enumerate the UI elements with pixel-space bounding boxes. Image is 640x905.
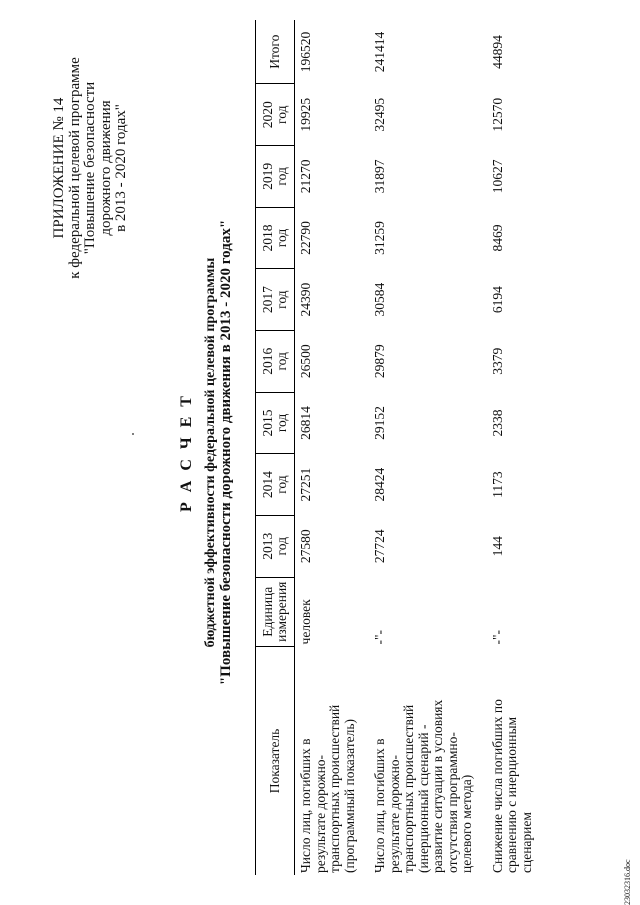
title-line-1: бюджетной эффективности федеральной целевой программы	[203, 257, 218, 648]
header-year-2015	[256, 392, 295, 454]
header-year-2019	[256, 146, 295, 208]
appendix-block	[52, 18, 130, 318]
indicator-line: транспортных происшествий	[401, 704, 416, 873]
header-year: 2013	[260, 532, 275, 560]
header-year-word: год	[274, 290, 289, 309]
cell-total: 44894	[489, 35, 505, 69]
page-title: Р А С Ч Е Т	[178, 393, 195, 512]
cell-2018: 31259	[372, 221, 387, 255]
indicator-line: (инерционный сценарий -	[415, 724, 431, 873]
header-year: 2015	[260, 409, 275, 437]
table-header-row	[256, 20, 295, 875]
header-year-2014	[256, 454, 295, 516]
indicator-line: отсутствия программно-	[444, 732, 460, 873]
row-unit: -"-	[372, 629, 387, 645]
cell-2013: 144	[489, 536, 505, 557]
cell-2013: 27724	[372, 529, 387, 564]
header-year: 2018	[260, 224, 275, 252]
calculation-table	[255, 20, 546, 875]
cell-2019: 10627	[489, 159, 505, 194]
indicator-line: Число лиц, погибших в	[298, 738, 313, 873]
appendix-line: "Повышение безопасности	[82, 81, 98, 255]
cell-total: 241414	[372, 31, 387, 73]
header-unit	[256, 577, 295, 646]
header-year-word: год	[274, 228, 289, 248]
header-year: 2019	[260, 162, 275, 190]
table-row	[487, 20, 547, 875]
cell-2020: 12570	[489, 97, 505, 132]
cell-2020: 32495	[372, 97, 387, 132]
header-year-word: год	[274, 475, 289, 494]
row-unit: человек	[298, 599, 313, 645]
table-row	[369, 20, 487, 875]
cell-2015: 2338	[489, 409, 505, 437]
scan-speck	[132, 433, 134, 435]
cell-2017: 24390	[298, 282, 313, 317]
cell-total: 196520	[298, 31, 313, 73]
header-year-2013	[256, 515, 295, 577]
indicator-line: Число лиц, погибших в	[372, 738, 387, 873]
header-year-word: год	[274, 352, 289, 371]
cell-2013: 27580	[298, 529, 313, 564]
header-indicator: Показатель	[256, 646, 295, 875]
document-code: 23032316.doc	[623, 859, 632, 905]
title-block	[178, 0, 234, 905]
header-year-2020	[256, 84, 295, 146]
cell-2015: 26814	[298, 406, 313, 440]
header-year-word: год	[274, 537, 289, 556]
cell-2017: 30584	[372, 282, 387, 317]
row-indicator	[487, 646, 547, 875]
header-year-word: год	[274, 105, 289, 124]
header-total: Итого	[256, 20, 295, 84]
row-indicator	[369, 646, 487, 875]
indicator-line: сравнению с инерционным	[504, 716, 519, 873]
appendix-line: дорожного движения	[97, 100, 114, 236]
cell-2016: 3379	[489, 347, 505, 375]
title-line-2: "Повышение безопасности дорожного движения в 2013 - 2020 годах"	[218, 219, 234, 686]
cell-2018: 22790	[298, 221, 313, 255]
cell-2020: 19925	[298, 97, 313, 132]
cell-2014: 28424	[372, 467, 387, 502]
indicator-line: результате дорожно-	[386, 754, 402, 873]
header-year-2016	[256, 330, 295, 392]
header-year: 2014	[260, 471, 275, 499]
cell-2016: 26500	[298, 344, 313, 379]
header-year-word: год	[274, 167, 289, 186]
header-unit-line: Единица	[260, 586, 275, 637]
cell-2018: 8469	[489, 224, 505, 252]
header-year: 2016	[260, 347, 275, 375]
cell-2019: 31897	[372, 159, 387, 194]
header-year: 2017	[260, 286, 275, 314]
indicator-line: результате дорожно-	[312, 754, 328, 873]
cell-2019: 21270	[298, 159, 313, 194]
appendix-line: ПРИЛОЖЕНИЕ № 14	[51, 97, 67, 239]
cell-2015: 29152	[372, 406, 387, 440]
header-year-2017	[256, 269, 295, 331]
indicator-line: Снижение числа погибших по	[489, 699, 505, 873]
table-row	[295, 20, 370, 875]
indicator-line: (программный показатель)	[341, 718, 357, 873]
indicator-line: целевого метода)	[459, 774, 474, 873]
indicator-line: транспортных происшествий	[327, 704, 342, 873]
appendix-line: к федеральной целевой программе	[66, 57, 83, 279]
appendix-line: в 2013 - 2020 годах"	[113, 104, 129, 232]
indicator-line: сценарием	[518, 812, 534, 873]
indicator-line: развитие ситуации в условиях	[430, 699, 445, 873]
cell-2014: 27251	[298, 467, 313, 502]
header-year-word: год	[274, 413, 289, 433]
cell-2016: 29879	[372, 344, 387, 379]
cell-2014: 1173	[489, 471, 505, 498]
cell-2017: 6194	[489, 286, 505, 314]
row-indicator	[295, 646, 370, 875]
header-year: 2020	[260, 101, 275, 129]
header-year-2018	[256, 207, 295, 269]
header-unit-line: измерения	[274, 581, 289, 642]
row-unit: -"-	[489, 629, 505, 645]
